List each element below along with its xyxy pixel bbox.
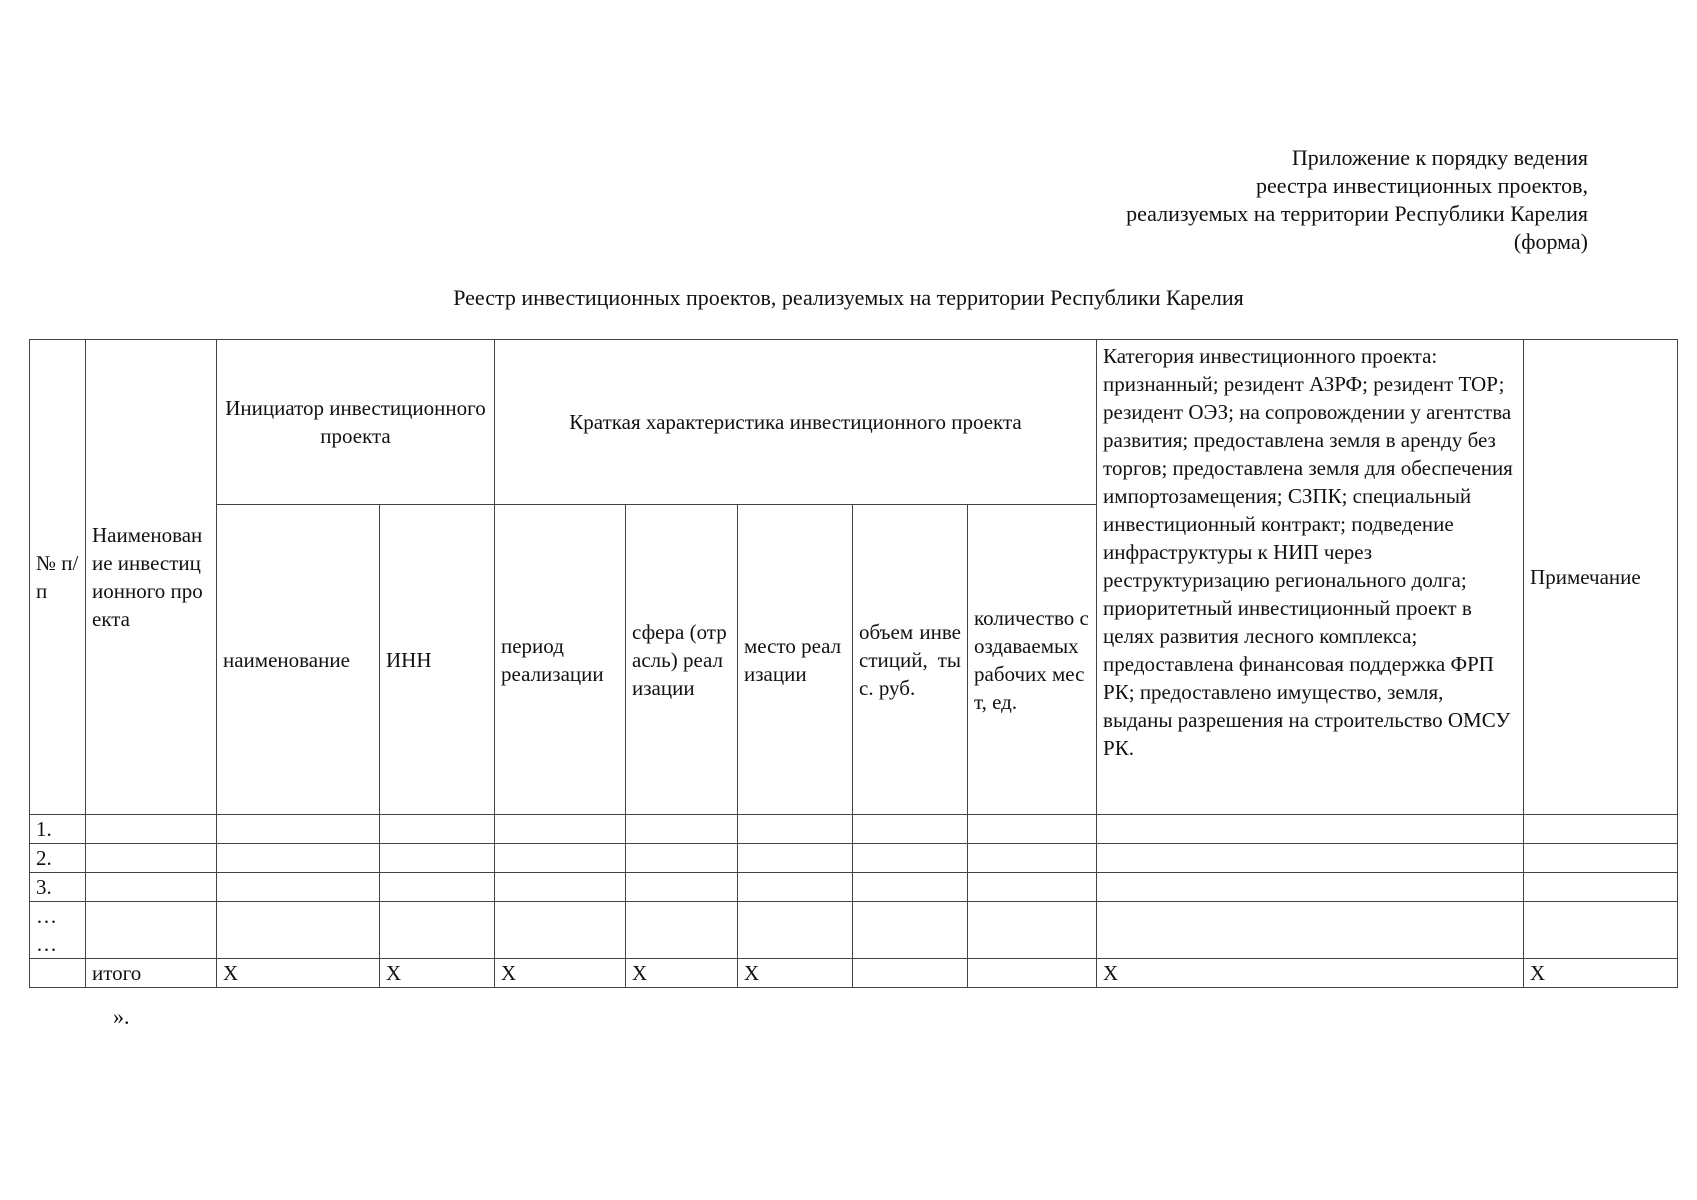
row-number: 2.: [30, 844, 86, 873]
total-x-category: X: [1097, 959, 1524, 988]
table-cell: [626, 873, 738, 902]
header-characteristic: Краткая характеристика инвестиционного проекта: [495, 340, 1097, 505]
table-cell: [626, 902, 738, 959]
table-cell: [738, 902, 853, 959]
ellipsis-cell: [30, 902, 86, 959]
ellipsis-line-1: …: [36, 904, 57, 928]
total-volume: [853, 959, 968, 988]
header-initiator: Инициатор инвестиционного проекта: [217, 340, 495, 505]
appendix-line-4: (форма): [1513, 229, 1588, 254]
ellipsis-line-2: …: [36, 932, 57, 956]
table-cell: [626, 815, 738, 844]
table-cell: [495, 815, 626, 844]
table-cell: [968, 902, 1097, 959]
document-title: Реестр инвестиционных проектов, реализуемых на территории Республики Карелия: [453, 285, 1244, 310]
table-cell: [217, 902, 380, 959]
table-cell: [1524, 844, 1678, 873]
table-cell: [380, 815, 495, 844]
table-cell: [853, 902, 968, 959]
table-cell: [738, 815, 853, 844]
table-cell: [853, 873, 968, 902]
table-cell: [853, 815, 968, 844]
header-project-name: Наименование инвестиционного проекта: [86, 340, 217, 815]
table-row-ellipsis: [30, 902, 1678, 959]
total-jobs: [968, 959, 1097, 988]
table-cell: [1524, 815, 1678, 844]
total-x-inn: X: [380, 959, 495, 988]
table-cell: [738, 873, 853, 902]
header-period: период реализации: [495, 505, 626, 815]
table-cell: [1097, 873, 1524, 902]
table-cell: [1524, 902, 1678, 959]
row-number: 3.: [30, 873, 86, 902]
header-category: Категория инвестиционного проекта: признанный; резидент АЗРФ; резидент ТОР; резидент ОЭЗ; на сопровождении у агентства развития; предоставлена земля в аренду без торгов; предоставлена земля для обеспечения импортозамещения; СЗПК; специальный инвестиционный контракт; подведение инфраструктуры к НИП через реструктуризацию регионального долга; приоритетный инвестиционный проект в целях развития лесного комплекса; предоставлена финансовая поддержка ФРП РК; предоставлено имущество, земля, выданы разрешения на строительство ОМСУ РК.: [1097, 340, 1524, 815]
header-initiator-name: наименование: [217, 505, 380, 815]
table-cell: [86, 902, 217, 959]
total-x-initiator-name: X: [217, 959, 380, 988]
table-cell: [495, 844, 626, 873]
table-cell: [217, 815, 380, 844]
header-place: место реализации: [738, 505, 853, 815]
header-row-1: [30, 340, 1678, 505]
table-cell: [1097, 815, 1524, 844]
table-cell: [968, 815, 1097, 844]
table-cell: [495, 873, 626, 902]
total-x-note: X: [1524, 959, 1678, 988]
table-cell: [380, 902, 495, 959]
table-cell: [853, 844, 968, 873]
total-row: [30, 959, 1678, 988]
table-cell: [30, 959, 86, 988]
table-cell: [738, 844, 853, 873]
table-cell: [380, 873, 495, 902]
table-cell: [86, 844, 217, 873]
table-cell: [217, 873, 380, 902]
table-cell: [968, 873, 1097, 902]
appendix-line-2: реестра инвестиционных проектов,: [1255, 173, 1588, 198]
total-x-place: X: [738, 959, 853, 988]
table-row: [30, 844, 1678, 873]
header-num: № п/п: [30, 340, 86, 815]
closing-quote: ».: [113, 1004, 130, 1029]
header-volume: объем инвестиций, тыс. руб.: [853, 505, 968, 815]
table-cell: [495, 902, 626, 959]
table-row: [30, 815, 1678, 844]
total-x-period: X: [495, 959, 626, 988]
table-cell: [217, 844, 380, 873]
header-sphere: сфера (отрасль) реализации: [626, 505, 738, 815]
row-number: 1.: [30, 815, 86, 844]
header-note: Примечание: [1524, 340, 1678, 815]
appendix-line-3: реализуемых на территории Республики Карелия: [1126, 201, 1588, 226]
appendix-block: [1126, 144, 1588, 256]
registry-table: [29, 339, 1678, 988]
table-cell: [968, 844, 1097, 873]
table-cell: [380, 844, 495, 873]
total-label: итого: [86, 959, 217, 988]
table-cell: [626, 844, 738, 873]
table-cell: [1097, 844, 1524, 873]
header-inn: ИНН: [380, 505, 495, 815]
table-row: [30, 873, 1678, 902]
table-cell: [1097, 902, 1524, 959]
appendix-line-1: Приложение к порядку ведения: [1291, 145, 1588, 170]
header-jobs: количество создаваемых рабочих мест, ед.: [968, 505, 1097, 815]
table-cell: [86, 815, 217, 844]
table-cell: [1524, 873, 1678, 902]
total-x-sphere: X: [626, 959, 738, 988]
table-cell: [86, 873, 217, 902]
